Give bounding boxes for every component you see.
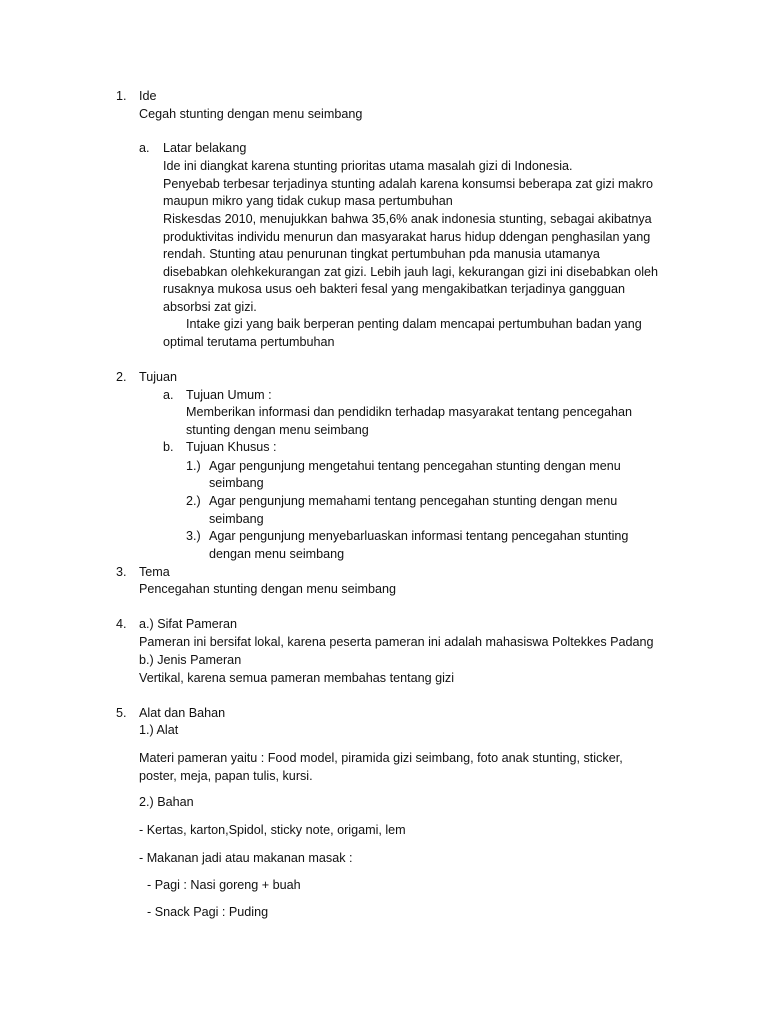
paragraph-line: Materi pameran yaitu : Food model, piramida gizi seimbang, foto anak stunting, sticker, (139, 751, 623, 765)
section-1a-label: Latar belakang (163, 141, 247, 155)
paragraph-line: optimal terutama pertumbuhan (163, 335, 335, 349)
list-item-line: seimbang (209, 476, 264, 490)
paragraph-line: Penyebab terbesar terjadinya stunting adalah karena konsumsi beberapa zat gizi makro (163, 177, 654, 191)
paragraph-line: absorbsi zat gizi. (163, 300, 257, 314)
paragraph-line: disebabkan olehkekurangan zat gizi. Lebih jauh lagi, kekurangan gizi ini disebabkan oleh (163, 265, 658, 279)
section-2a-label: Tujuan Umum : (186, 388, 272, 402)
list-item-line: seimbang (209, 512, 264, 526)
list-item-line: Agar pengunjung memahami tentang pencegahan stunting dengan menu (209, 494, 618, 508)
section-4a-body: Pameran ini bersifat lokal, karena peserta pameran ini adalah mahasiswa Poltekkes Padang (139, 635, 654, 649)
section-2-number: 2. (116, 370, 127, 384)
bahan-item: - Kertas, karton,Spidol, sticky note, origami, lem (139, 823, 406, 837)
section-2b-label: Tujuan Khusus : (186, 440, 277, 454)
paragraph-line: Riskesdas 2010, menujukkan bahwa 35,6% anak indonesia stunting, sebagai akibatnya (163, 212, 652, 226)
section-1-idea: Cegah stunting dengan menu seimbang (139, 107, 363, 121)
list-item-line: Agar pengunjung mengetahui tentang pencegahan stunting dengan menu (209, 459, 621, 473)
paragraph-line: Intake gizi yang baik berperan penting dalam mencapai pertumbuhan badan yang (186, 317, 642, 331)
section-4-number: 4. (116, 617, 127, 631)
list-item-line: dengan menu seimbang (209, 547, 345, 561)
section-2b-marker: b. (163, 440, 174, 454)
section-1-title: Ide (139, 89, 157, 103)
paragraph-line: Ide ini diangkat karena stunting prioritas utama masalah gizi di Indonesia. (163, 159, 573, 173)
section-3-number: 3. (116, 565, 127, 579)
section-4a-label: a.) Sifat Pameran (139, 617, 237, 631)
section-5-number: 5. (116, 706, 127, 720)
paragraph-line: produktivitas individu menurun dan masyarakat harus hidup ddengan penghasilan yang (163, 230, 651, 244)
paragraph-line: poster, meja, papan tulis, kursi. (139, 769, 313, 783)
section-3-title: Tema (139, 565, 170, 579)
section-2-title: Tujuan (139, 370, 178, 384)
list-item-line: Agar pengunjung menyebarluaskan informasi tentang pencegahan stunting (209, 529, 629, 543)
section-2a-marker: a. (163, 388, 174, 402)
section-1a-marker: a. (139, 141, 150, 155)
menu-item: - Pagi : Nasi goreng + buah (147, 878, 301, 892)
list-item-marker: 2.) (186, 494, 201, 508)
bahan-label: 2.) Bahan (139, 795, 194, 809)
paragraph-line: rendah. Stunting atau penurunan tingkat pertumbuhan pda manusia utamanya (163, 247, 600, 261)
section-4b-body: Vertikal, karena semua pameran membahas tentang gizi (139, 671, 455, 685)
paragraph-line: rusaknya mukosa usus oeh bakteri fesal yang mengakibatkan terjadinya gangguan (163, 282, 626, 296)
alat-label: 1.) Alat (139, 723, 179, 737)
section-5-title: Alat dan Bahan (139, 706, 226, 720)
paragraph-line: Memberikan informasi dan pendidikn terhadap masyarakat tentang pencegahan (186, 405, 632, 419)
list-item-marker: 1.) (186, 459, 201, 473)
section-4b-label: b.) Jenis Pameran (139, 653, 242, 667)
menu-item: - Snack Pagi : Puding (147, 905, 269, 919)
list-item-marker: 3.) (186, 529, 201, 543)
bahan-item: - Makanan jadi atau makanan masak : (139, 851, 353, 865)
paragraph-line: maupun mikro yang tidak cukup masa pertumbuhan (163, 194, 453, 208)
section-1-number: 1. (116, 89, 127, 103)
section-3-body: Pencegahan stunting dengan menu seimbang (139, 582, 396, 596)
paragraph-line: stunting dengan menu seimbang (186, 423, 369, 437)
